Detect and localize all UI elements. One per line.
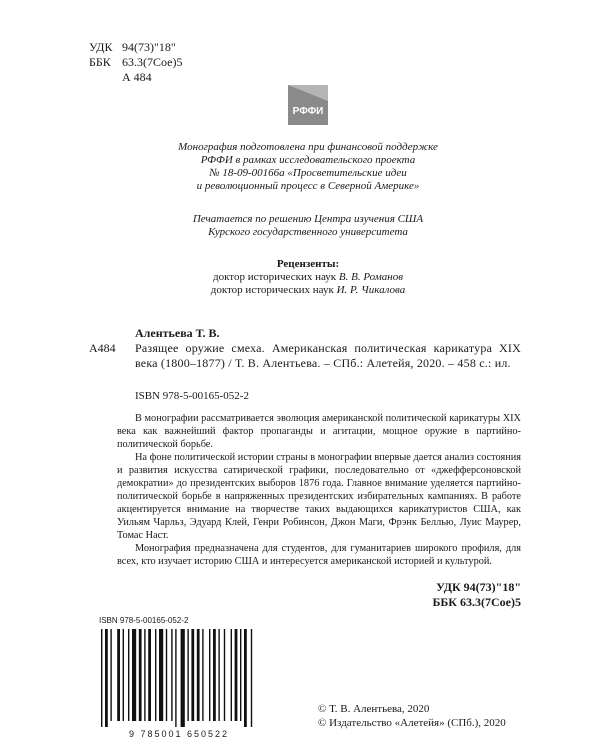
udk-value: 94(73)"18" xyxy=(122,40,176,54)
barcode-bar xyxy=(105,629,108,727)
annotation-paragraph: В монографии рассматривается эволюция американской политической карикатуры XIX века как важнейший фактор пропаганды и агитации, мощное оружие в партийно-политической борьбе. xyxy=(117,413,521,450)
barcode-bar xyxy=(123,629,124,721)
barcode-bar xyxy=(159,629,163,721)
reviewer-name: В. В. Романов xyxy=(338,271,403,283)
funding-line: № 18-09-00166а «Просветительские идеи xyxy=(209,167,407,179)
reviewer-title: доктор исторических наук xyxy=(213,271,337,283)
barcode-bar xyxy=(166,629,167,721)
barcode-bar xyxy=(251,629,252,727)
author-mark: А 484 xyxy=(122,70,152,84)
reviewer-item xyxy=(150,284,466,297)
barcode-bar xyxy=(218,629,219,721)
barcode-digits: 9 785001 650522 xyxy=(128,729,230,739)
reviewer-name: И. Р. Чикалова xyxy=(336,284,406,296)
barcode-bar xyxy=(213,629,216,721)
annotation-paragraph: На фоне политической истории страны в монографии впервые дается анализ состояния и развития искусства сатирической графики, последовательно от «джефферсоновской демократии» до президентских выборов 1876 года. Главное внимание уделяется партийно-политической борьбе в напряженных президентских избирательных кампаниях. В работе акцентируется внимание на творчестве таких выдающихся карикатуристов США, как Уильям Чарльз, Эдуард Клей, Генри Робинсон, Джон Маги, Фрэнк Беллью, Луис Маурер, Томас Наст. xyxy=(117,452,521,541)
funding-line: РФФИ в рамках исследовательского проекта xyxy=(200,154,416,166)
isbn-barcode xyxy=(89,613,269,741)
barcode-bar xyxy=(224,629,225,721)
annotation xyxy=(117,412,521,568)
annotation-paragraph: Монография предназначена для студентов, для гуманитариев широкого профиля, для всех, кто изучает историю США и интересуется американской историей и культурой. xyxy=(117,543,521,567)
copyright-block xyxy=(318,702,506,730)
reviewers-heading: Рецензенты: xyxy=(276,258,340,270)
copyright-line: © Издательство «Алетейя» (СПб.), 2020 xyxy=(318,717,506,729)
barcode-bars xyxy=(101,629,252,727)
funding-line: Монография подготовлена при финансовой поддержке xyxy=(178,141,438,153)
bbk-label: ББК xyxy=(89,55,111,69)
rffi-logo xyxy=(288,85,328,125)
udk-code: УДК 94(73)"18" xyxy=(436,580,521,594)
barcode-bar xyxy=(117,629,120,721)
classification-block xyxy=(89,40,182,85)
barcode-bar xyxy=(171,629,172,721)
record-author: Алентьева Т. В. xyxy=(135,326,220,340)
barcode-bar xyxy=(148,629,151,721)
barcode-bar xyxy=(191,629,194,721)
barcode-isbn-text: ISBN 978-5-00165-052-2 xyxy=(99,616,189,625)
funding-line: и революционный процесс в Северной Америке» xyxy=(196,180,420,192)
logo-text: РФФИ xyxy=(292,106,324,117)
publication-note xyxy=(150,213,466,239)
barcode-bar xyxy=(231,629,232,721)
funding-note xyxy=(150,141,466,193)
barcode-bar xyxy=(128,629,129,721)
record-description: Разящее оружие смеха. Американская политическая карикатура XIX века (1800–1877) / Т. В. Алентьева. – СПб.: Алетейя, 2020. – 458 с.: ил. xyxy=(135,341,521,370)
bbk-value: 63.3(7Сое)5 xyxy=(122,55,183,69)
barcode-bar xyxy=(144,629,145,721)
udk-row xyxy=(89,40,182,55)
barcode-bar xyxy=(209,629,210,721)
bibliographic-record xyxy=(89,326,521,371)
copyright-line: © Т. В. Алентьева, 2020 xyxy=(318,703,430,715)
publication-line: Печатается по решению Центра изучения США xyxy=(192,213,424,225)
bbk-row xyxy=(89,55,182,70)
barcode-bar xyxy=(244,629,247,727)
barcode-bar xyxy=(139,629,142,721)
barcode-bar xyxy=(197,629,200,721)
isbn: ISBN 978-5-00165-052-2 xyxy=(135,390,249,402)
reviewers-block xyxy=(150,258,466,297)
barcode-bar xyxy=(181,629,185,727)
reviewer-item xyxy=(150,271,466,284)
barcode-bar xyxy=(132,629,136,721)
author-mark-row xyxy=(89,70,182,85)
author-code: А484 xyxy=(89,341,116,355)
barcode-bar xyxy=(240,629,241,721)
bbk-code: ББК 63.3(7Сое)5 xyxy=(432,595,521,609)
udk-label: УДК xyxy=(89,40,113,54)
reviewer-title: доктор исторических наук xyxy=(210,284,334,296)
barcode-bar xyxy=(155,629,156,721)
classification-codes-right xyxy=(300,580,521,610)
barcode-bar xyxy=(175,629,176,727)
barcode-bar xyxy=(202,629,203,721)
barcode-bar xyxy=(187,629,188,721)
publication-line: Курского государственного университета xyxy=(208,226,408,238)
barcode-bar xyxy=(101,629,102,727)
barcode-bar xyxy=(235,629,238,721)
barcode-bar xyxy=(110,629,111,721)
